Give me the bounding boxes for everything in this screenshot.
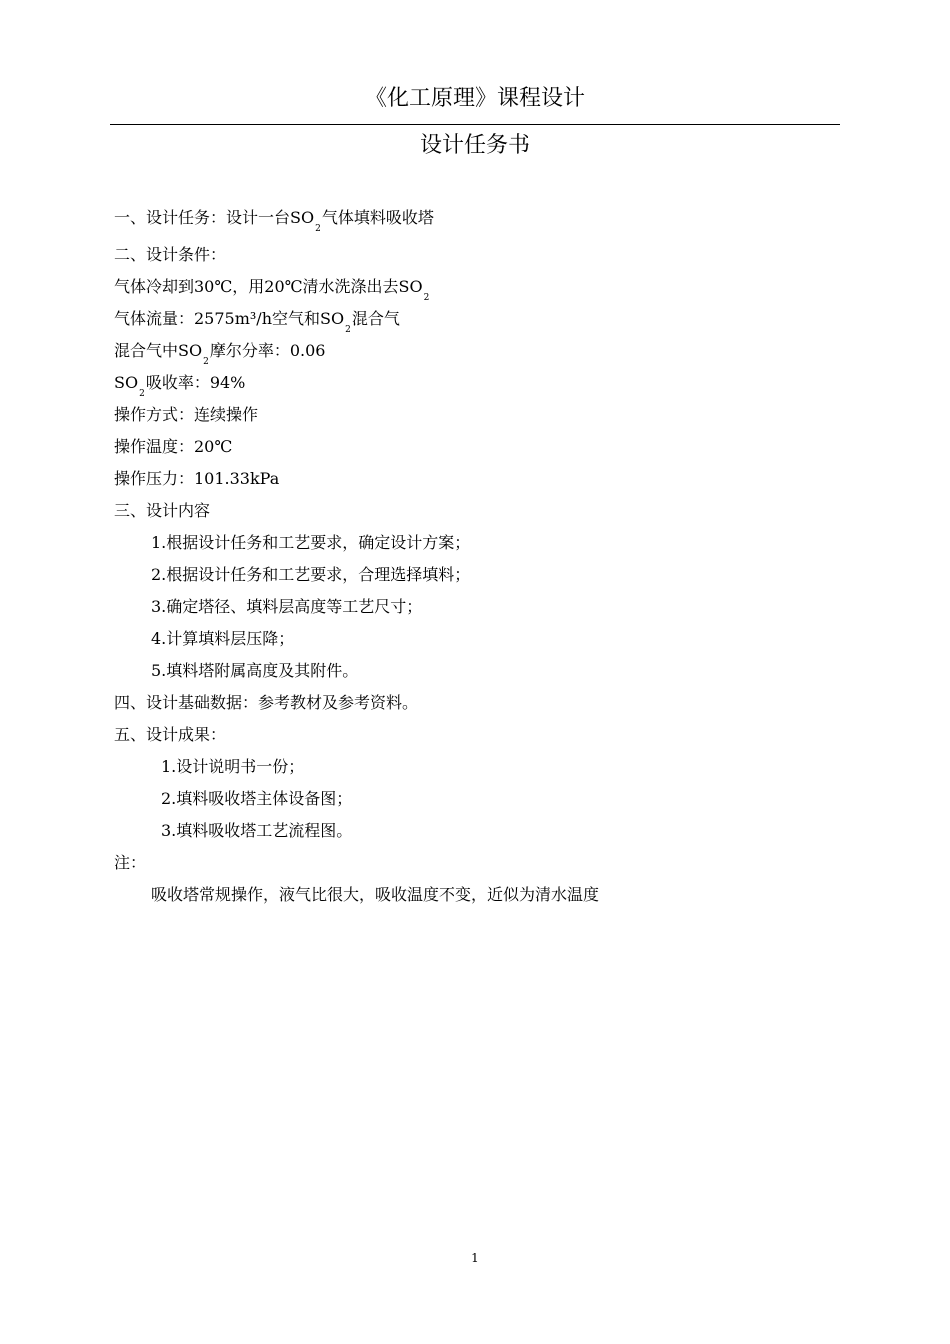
condition-operation-mode: 操作方式：连续操作 (114, 405, 259, 424)
note-text: 吸收塔常规操作，液气比很大，吸收温度不变，近似为清水温度 (151, 885, 600, 904)
condition-flow-rate: 气体流量：2575m³/h空气和$SO_2$混合气 (114, 309, 400, 335)
section-3-item: 1.根据设计任务和工艺要求，确定设计方案； (151, 533, 471, 552)
section-5-item: 2.填料吸收塔主体设备图； (161, 789, 353, 808)
header-divider (110, 124, 840, 125)
section-5-heading: 五、设计成果： (114, 725, 227, 744)
page-number: 1 (471, 1251, 479, 1265)
section-5-item: 3.填料吸收塔工艺流程图。 (161, 821, 353, 840)
condition-operation-pressure: 操作压力：101.33kPa (114, 469, 280, 488)
section-5-item: 1.设计说明书一份； (161, 757, 305, 776)
section-1-task: 一、设计任务：设计一台$SO_2$气体填料吸收塔 (114, 208, 434, 234)
section-3-item: 4.计算填料层压降； (151, 629, 295, 648)
section-3-item: 2.根据设计任务和工艺要求，合理选择填料； (151, 565, 471, 584)
condition-operation-temperature: 操作温度：20℃ (114, 437, 233, 456)
section-3-item: 5.填料塔附属高度及其附件。 (151, 661, 359, 680)
condition-cooling: 气体冷却到30℃，用20℃清水洗涤出去$SO_2$ (114, 277, 430, 303)
condition-absorption-rate: $SO_2$吸收率：94% (114, 373, 246, 399)
note-heading: 注： (114, 853, 147, 872)
section-3-item: 3.确定塔径、填料层高度等工艺尺寸； (151, 597, 423, 616)
section-2-heading: 二、设计条件： (114, 245, 227, 264)
section-3-heading: 三、设计内容 (114, 501, 211, 520)
document-title: 设计任务书 (419, 133, 530, 158)
condition-mole-fraction: 混合气中$SO_2$摩尔分率：0.06 (114, 341, 326, 367)
section-4-basic-data: 四、设计基础数据：参考教材及参考资料。 (114, 693, 419, 712)
header-title: 《化工原理》课程设计 (364, 86, 585, 111)
